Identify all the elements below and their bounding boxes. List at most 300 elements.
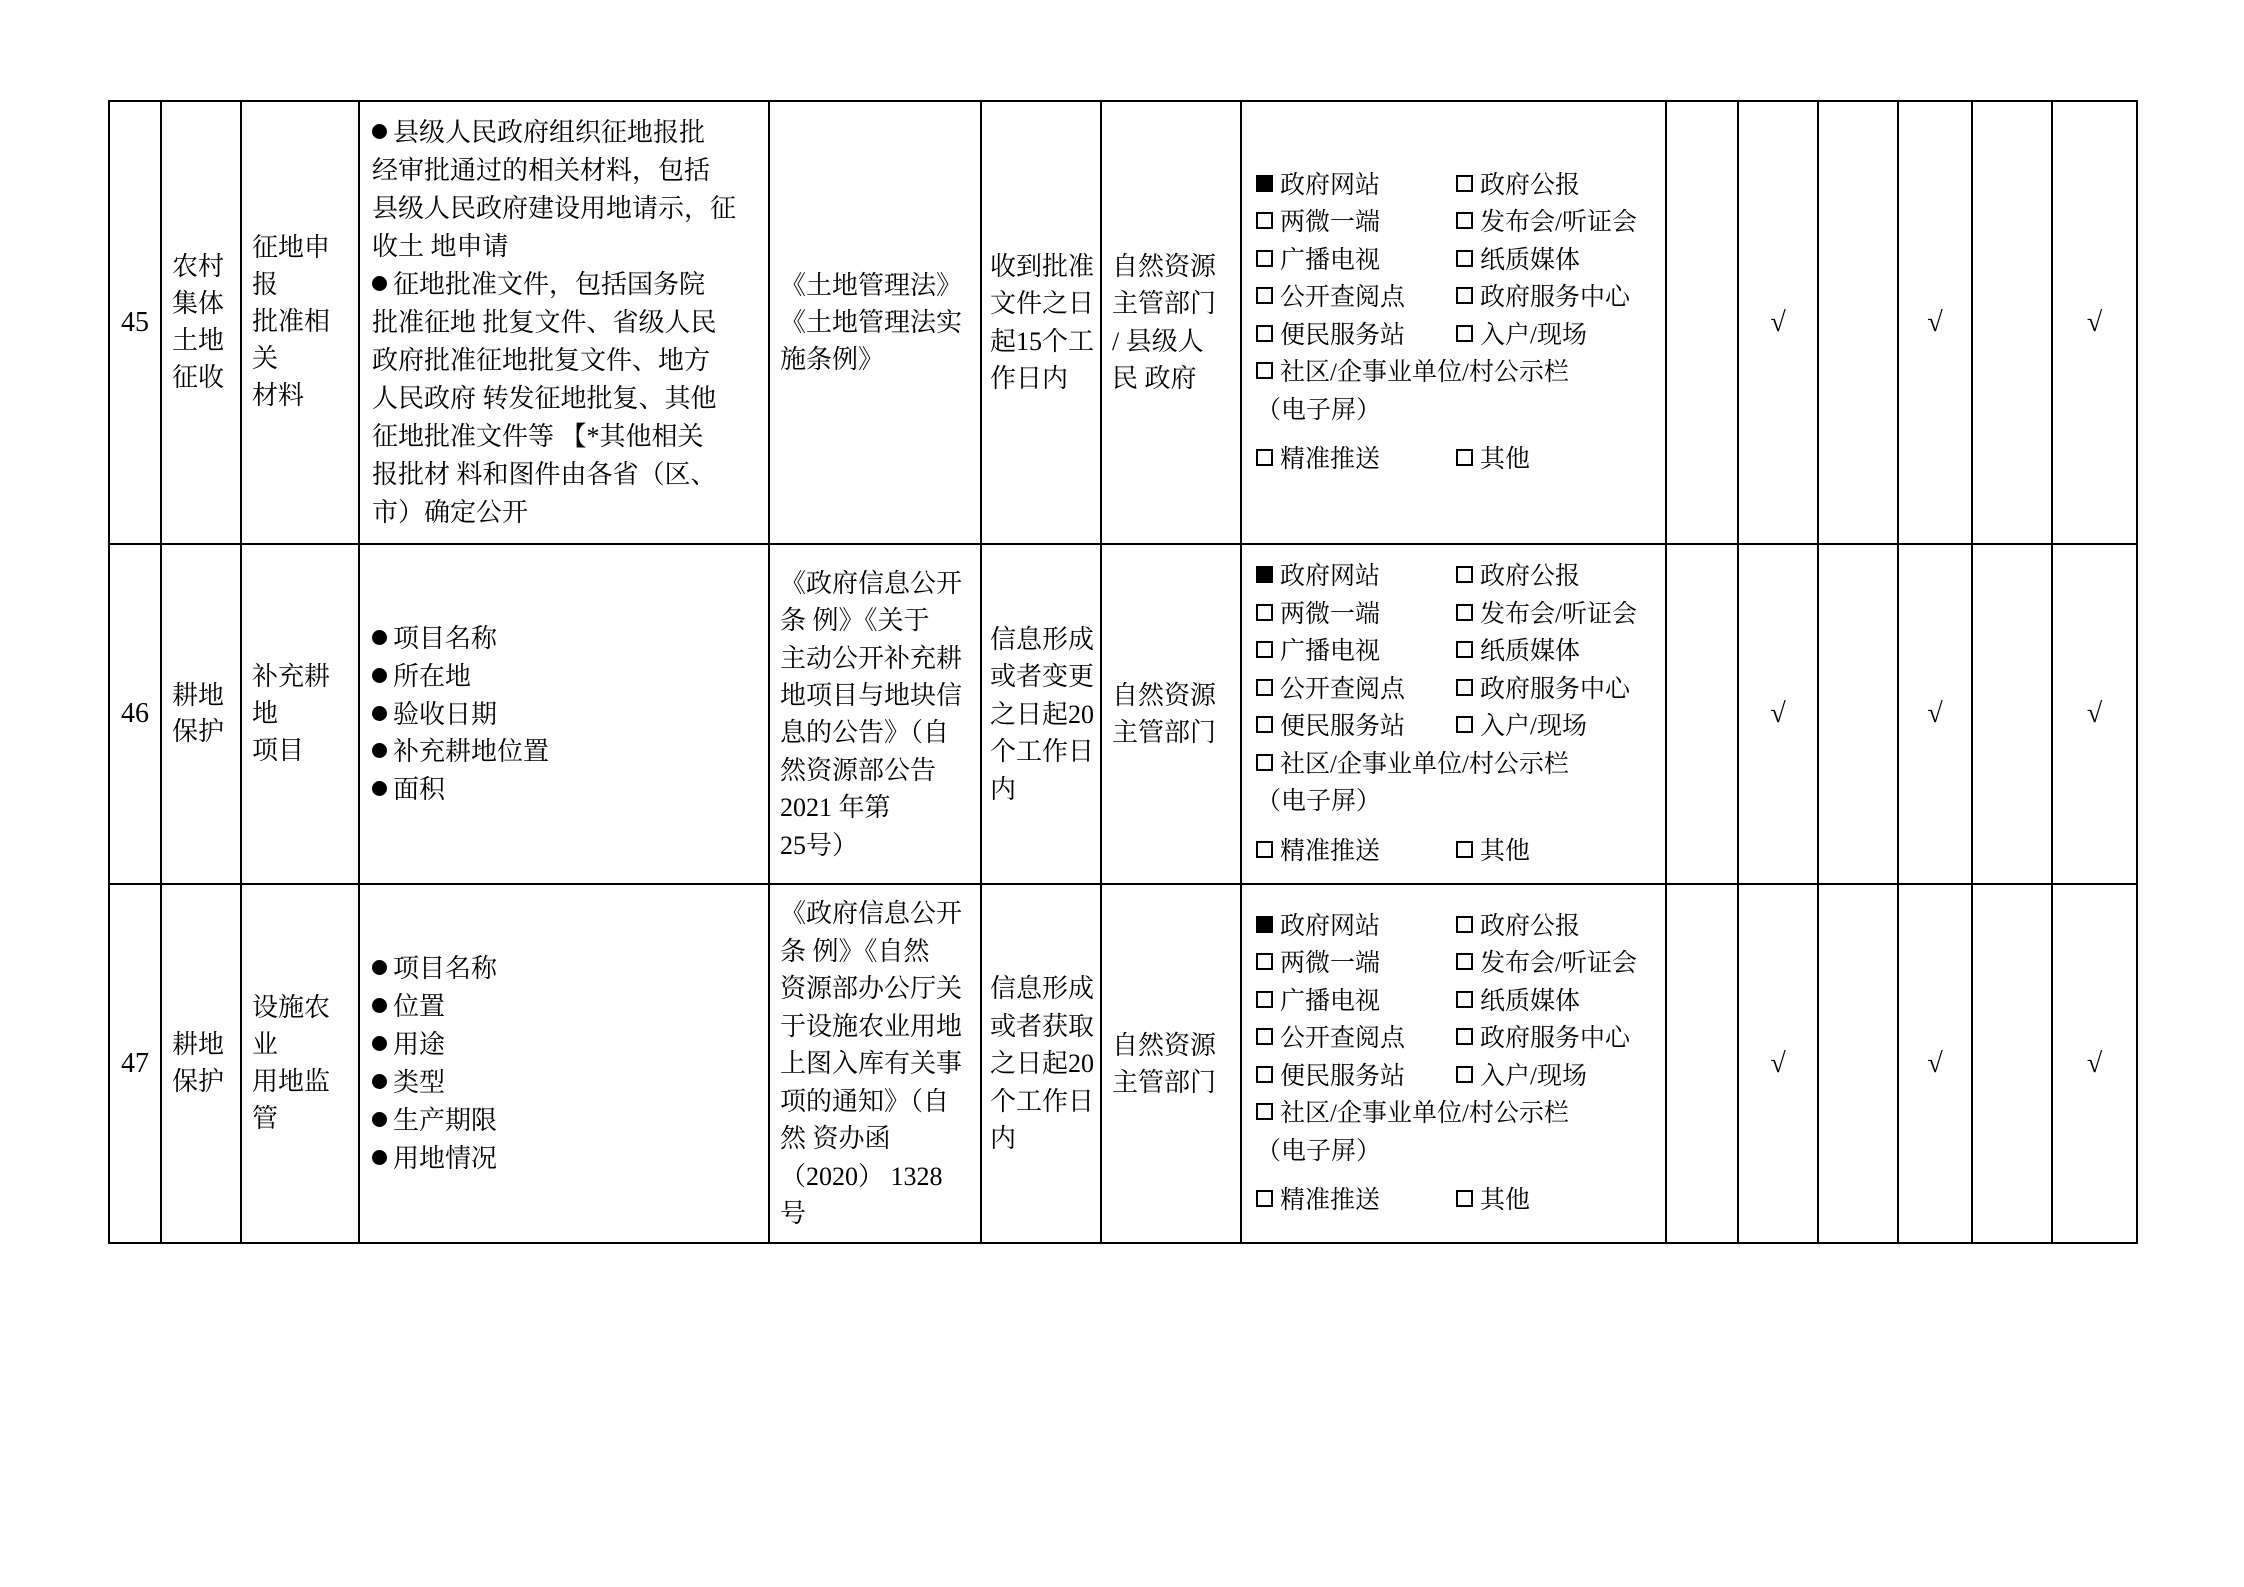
- mark-value: √: [2086, 306, 2103, 338]
- channel-grid-last: [1256, 834, 1655, 870]
- channel-option[interactable]: [1456, 318, 1655, 354]
- mark-cell-5[interactable]: [1972, 544, 2052, 884]
- mark-value: [1667, 1048, 1737, 1080]
- checkbox-icon[interactable]: [1256, 212, 1273, 229]
- mark-cell-6[interactable]: [2052, 884, 2137, 1243]
- content-line: 收土 地申请: [372, 231, 509, 261]
- category-cell: [161, 884, 241, 1243]
- checkbox-icon[interactable]: [1456, 679, 1473, 696]
- content-line: 面积: [372, 771, 758, 809]
- basis-line: 施条例》: [780, 345, 885, 375]
- channels: [1242, 154, 1665, 492]
- channel-sublabel: （电子屏）: [1256, 788, 1382, 816]
- basis-line: 《土地管理法实: [780, 308, 963, 338]
- channel-grid-last: [1256, 1183, 1655, 1219]
- checkbox-icon[interactable]: [1456, 566, 1473, 583]
- channel-option[interactable]: [1256, 634, 1456, 670]
- checkbox-icon[interactable]: [1456, 604, 1473, 621]
- bullet-icon: [372, 1036, 387, 1051]
- item-line: 批准相关: [252, 307, 331, 374]
- checkbox-icon[interactable]: [1256, 841, 1273, 858]
- item-cell: [241, 101, 359, 544]
- mark-cell-2[interactable]: [1738, 884, 1818, 1243]
- channel-label: 入户/现场: [1480, 321, 1587, 349]
- content-line: 用地情况: [372, 1140, 758, 1178]
- org-line: 自然资源: [1112, 681, 1217, 711]
- time-line: 收到批准: [990, 251, 1095, 281]
- item-line: 用地监管: [252, 1066, 331, 1133]
- channel-option[interactable]: [1456, 834, 1655, 870]
- channels: [1242, 895, 1665, 1233]
- basis-line: 项的通知》（自: [780, 1086, 950, 1116]
- checkbox-icon[interactable]: [1456, 250, 1473, 267]
- channel-option[interactable]: [1256, 984, 1456, 1020]
- mark-value: √: [2086, 1047, 2103, 1079]
- checkbox-icon[interactable]: [1456, 325, 1473, 342]
- time-line: 或者变更: [990, 662, 1095, 692]
- checkbox-icon[interactable]: [1256, 679, 1273, 696]
- channel-option[interactable]: [1456, 672, 1655, 708]
- channel-option[interactable]: [1456, 280, 1655, 316]
- channel-option[interactable]: [1456, 1021, 1655, 1057]
- mark-value: √: [2086, 698, 2103, 730]
- content-line: 批准征地 批复文件、省级人民: [372, 307, 717, 337]
- channel-label: 发布会/听证会: [1480, 600, 1637, 628]
- channel-option[interactable]: [1256, 205, 1456, 241]
- checkbox-icon[interactable]: [1456, 175, 1473, 192]
- bullet-icon: [372, 998, 387, 1013]
- basis-text: [770, 257, 980, 389]
- channel-option[interactable]: [1456, 559, 1655, 595]
- channel-option[interactable]: [1456, 709, 1655, 745]
- channel-label: 精准推送: [1280, 837, 1381, 865]
- org-line: / 县级人: [1112, 326, 1204, 356]
- row-number: 46: [121, 698, 149, 730]
- content-line: 市）确定公开: [372, 497, 529, 527]
- checkbox-icon[interactable]: [1456, 716, 1473, 733]
- bullet-icon: [372, 668, 387, 683]
- checkbox-icon[interactable]: [1456, 916, 1473, 933]
- channel-label: 纸质媒体: [1480, 246, 1581, 274]
- disclosure-table: [108, 100, 2138, 1244]
- mark-value: √: [1927, 698, 1943, 730]
- time-line: 起15个工: [990, 326, 1095, 356]
- channel-sublabel: （电子屏）: [1256, 396, 1382, 424]
- organization-cell: [1101, 544, 1241, 884]
- channel-label: 便民服务站: [1280, 713, 1406, 741]
- checkbox-icon[interactable]: [1256, 1028, 1273, 1045]
- basis-cell: [769, 101, 981, 544]
- content-line: 政府批准征地批复文件、地方: [372, 345, 711, 375]
- time-line: 个工作日: [990, 737, 1095, 767]
- channel-option[interactable]: [1256, 1183, 1456, 1219]
- mark-value: √: [1770, 1047, 1786, 1079]
- channel-option[interactable]: [1456, 243, 1655, 279]
- basis-text: [770, 885, 980, 1242]
- channel-label: 社区/企事业单位/村公示栏: [1280, 359, 1569, 387]
- basis-cell: [769, 884, 981, 1243]
- mark-cell-1[interactable]: [1666, 544, 1738, 884]
- channel-label: 精准推送: [1280, 446, 1381, 474]
- channel-grid-last: [1256, 442, 1655, 478]
- time-line: 内: [990, 774, 1017, 804]
- time-line: 作日内: [990, 364, 1069, 394]
- content-line: 类型: [372, 1064, 758, 1102]
- channel-label: 广播电视: [1280, 638, 1381, 666]
- organization-text: [1102, 1017, 1240, 1112]
- time-line: 之日起20: [990, 1049, 1095, 1079]
- checkbox-icon[interactable]: [1256, 362, 1273, 379]
- content-line: 生产期限: [372, 1102, 758, 1140]
- content-text: [360, 938, 768, 1190]
- channel-option[interactable]: [1256, 442, 1456, 478]
- mark-cell-4[interactable]: [1898, 101, 1972, 544]
- time-line: 文件之日: [990, 289, 1095, 319]
- basis-line: 资源部办公厅关: [780, 974, 963, 1004]
- channel-option[interactable]: [1256, 747, 1655, 783]
- channel-option[interactable]: [1456, 946, 1655, 982]
- row-number-cell: [109, 544, 161, 884]
- channel-label: 精准推送: [1280, 1187, 1381, 1215]
- channel-label: 社区/企事业单位/村公示栏: [1280, 750, 1569, 778]
- bullet-icon: [372, 1074, 387, 1089]
- item-line: 设施农业: [252, 993, 331, 1060]
- category-line: 征收: [172, 362, 225, 392]
- mark-cell-5[interactable]: [1972, 884, 2052, 1243]
- bullet-icon: [372, 781, 387, 796]
- bullet-icon: [372, 276, 387, 291]
- channel-option[interactable]: [1256, 280, 1456, 316]
- category-line: 耕地: [172, 680, 225, 710]
- channel-label: 便民服务站: [1280, 321, 1406, 349]
- checkbox-icon[interactable]: [1256, 716, 1273, 733]
- basis-line: （2020） 1328: [780, 1161, 943, 1191]
- mark-cell-3[interactable]: [1818, 101, 1898, 544]
- channel-option[interactable]: [1256, 168, 1456, 204]
- channels: [1242, 545, 1665, 883]
- time-line: 信息形成: [990, 624, 1095, 654]
- content-line: 位置: [372, 988, 758, 1026]
- content-cell: [359, 544, 769, 884]
- channel-label: 政府服务中心: [1480, 675, 1631, 703]
- channel-option[interactable]: [1456, 984, 1655, 1020]
- channel-grid: [1256, 559, 1655, 820]
- channel-label: 便民服务站: [1280, 1062, 1406, 1090]
- mark-value: [1667, 698, 1737, 730]
- channel-option[interactable]: [1456, 634, 1655, 670]
- mark-cell-5[interactable]: [1972, 101, 2052, 544]
- channel-label: 两微一端: [1280, 209, 1381, 237]
- category-text: [162, 1017, 240, 1111]
- mark-cell-3[interactable]: [1818, 544, 1898, 884]
- category-line: 土地: [172, 325, 225, 355]
- checkbox-icon[interactable]: [1256, 953, 1273, 970]
- basis-line: 地项目与地块信: [780, 681, 963, 711]
- content-cell: [359, 101, 769, 544]
- channel-option[interactable]: [1256, 834, 1456, 870]
- channel-label: 政府公报: [1480, 912, 1581, 940]
- channel-label: 政府网站: [1280, 171, 1381, 199]
- category-cell: [161, 101, 241, 544]
- channel-label: 其他: [1480, 446, 1531, 474]
- checkbox-icon[interactable]: [1456, 1028, 1473, 1045]
- category-line: 农村: [172, 251, 225, 281]
- checkbox-icon[interactable]: [1256, 1190, 1273, 1207]
- channel-option[interactable]: [1456, 1059, 1655, 1095]
- channel-option[interactable]: [1256, 1059, 1456, 1095]
- org-line: 主管部门: [1112, 718, 1217, 748]
- channel-label: 入户/现场: [1480, 713, 1587, 741]
- mark-cell-3[interactable]: [1818, 884, 1898, 1243]
- org-line: 民 政府: [1112, 364, 1197, 394]
- item-text: [242, 220, 358, 425]
- mark-value: √: [1770, 698, 1786, 730]
- checkbox-icon[interactable]: [1456, 212, 1473, 229]
- channel-label: 政府服务中心: [1480, 1025, 1631, 1053]
- basis-line: 条 例》《关于: [780, 606, 930, 636]
- time-line: 之日起20: [990, 699, 1095, 729]
- channel-label: 公开查阅点: [1280, 1025, 1406, 1053]
- basis-line: 上图入库有关事: [780, 1049, 963, 1079]
- time-cell: [981, 101, 1101, 544]
- table-row: [109, 884, 2137, 1243]
- content-text: [360, 102, 768, 543]
- item-line: 项目: [252, 735, 305, 765]
- time-text: [982, 611, 1100, 818]
- channel-label: 广播电视: [1280, 246, 1381, 274]
- item-cell: [241, 884, 359, 1243]
- mark-cell-1[interactable]: [1666, 101, 1738, 544]
- channel-option[interactable]: [1256, 318, 1456, 354]
- channel-label: 纸质媒体: [1480, 987, 1581, 1015]
- checkbox-icon[interactable]: [1456, 953, 1473, 970]
- time-line: 内: [990, 1124, 1017, 1154]
- mark-cell-4[interactable]: [1898, 544, 1972, 884]
- row-number-cell: [109, 101, 161, 544]
- checkbox-icon[interactable]: [1256, 1103, 1273, 1120]
- bullet-icon: [372, 124, 387, 139]
- organization-cell: [1101, 884, 1241, 1243]
- mark-value: √: [1927, 306, 1943, 338]
- channel-label: 入户/现场: [1480, 1062, 1587, 1090]
- content-line: 征地批准文件，包括国务院: [372, 266, 758, 304]
- row-number: 45: [121, 306, 149, 338]
- basis-line: 息的公告》（自: [780, 718, 950, 748]
- channel-label: 政府公报: [1480, 563, 1581, 591]
- checkbox-icon[interactable]: [1256, 754, 1273, 771]
- organization-cell: [1101, 101, 1241, 544]
- channel-option[interactable]: [1256, 597, 1456, 633]
- channel-label: 两微一端: [1280, 950, 1381, 978]
- content-line: 人民政府 转发征地批复、其他: [372, 383, 717, 413]
- checkbox-icon[interactable]: [1256, 1066, 1273, 1083]
- item-text: [242, 980, 358, 1148]
- checkbox-icon[interactable]: [1256, 287, 1273, 304]
- content-line: 验收日期: [372, 696, 758, 734]
- item-line: 材料: [252, 381, 305, 411]
- content-line: 项目名称: [372, 950, 758, 988]
- channel-option[interactable]: [1256, 1021, 1456, 1057]
- bullet-icon: [372, 1112, 387, 1127]
- checkbox-icon[interactable]: [1256, 991, 1273, 1008]
- checkbox-icon[interactable]: [1256, 325, 1273, 342]
- content-line: 用途: [372, 1026, 758, 1064]
- bullet-icon: [372, 630, 387, 645]
- content-cell: [359, 884, 769, 1243]
- item-cell: [241, 544, 359, 884]
- channel-label: 公开查阅点: [1280, 675, 1406, 703]
- channel-option[interactable]: [1456, 597, 1655, 633]
- checkbox-icon[interactable]: [1256, 250, 1273, 267]
- checkbox-icon[interactable]: [1456, 1190, 1473, 1207]
- mark-value: [1973, 698, 2051, 730]
- channel-option[interactable]: [1256, 672, 1456, 708]
- checkbox-icon[interactable]: [1256, 175, 1273, 192]
- channel-option[interactable]: [1256, 1096, 1655, 1132]
- content-line: 补充耕地位置: [372, 733, 758, 771]
- mark-value: [1973, 1048, 2051, 1080]
- org-line: 主管部门: [1112, 1067, 1217, 1097]
- channel-label: 公开查阅点: [1280, 284, 1406, 312]
- bullet-icon: [372, 960, 387, 975]
- channel-grid: [1256, 909, 1655, 1170]
- channels-cell: [1241, 101, 1666, 544]
- item-line: 征地申报: [252, 233, 331, 300]
- basis-line: 号: [780, 1198, 807, 1228]
- bullet-icon: [372, 743, 387, 758]
- basis-line: 《政府信息公开: [780, 568, 963, 598]
- mark-cell-1[interactable]: [1666, 884, 1738, 1243]
- channel-grid: [1256, 168, 1655, 429]
- category-line: 集体: [172, 288, 225, 318]
- channel-label: 纸质媒体: [1480, 638, 1581, 666]
- channel-option[interactable]: [1256, 559, 1456, 595]
- channel-option[interactable]: [1456, 1183, 1655, 1219]
- channel-label: 其他: [1480, 837, 1531, 865]
- basis-line: 主动公开补充耕: [780, 643, 963, 673]
- organization-text: [1102, 238, 1240, 408]
- basis-line: 《土地管理法》: [780, 270, 963, 300]
- checkbox-icon[interactable]: [1256, 449, 1273, 466]
- mark-cell-2[interactable]: [1738, 544, 1818, 884]
- checkbox-icon[interactable]: [1456, 641, 1473, 658]
- row-number-cell: [109, 884, 161, 1243]
- time-cell: [981, 884, 1101, 1243]
- channel-option[interactable]: [1256, 909, 1456, 945]
- channel-option[interactable]: [1256, 243, 1456, 279]
- content-line: 所在地: [372, 658, 758, 696]
- mark-value: √: [1927, 1047, 1943, 1079]
- channel-sublabel: （电子屏）: [1256, 1137, 1382, 1165]
- mark-value: [1667, 307, 1737, 339]
- channel-label: 社区/企事业单位/村公示栏: [1280, 1100, 1569, 1128]
- channels-cell: [1241, 544, 1666, 884]
- channel-option[interactable]: [1456, 205, 1655, 241]
- channel-option[interactable]: [1456, 168, 1655, 204]
- checkbox-icon[interactable]: [1456, 841, 1473, 858]
- category-text: [162, 668, 240, 762]
- channel-option[interactable]: [1256, 355, 1655, 391]
- mark-value: [1973, 307, 2051, 339]
- mark-value: [1819, 698, 1897, 730]
- channel-label: 其他: [1480, 1187, 1531, 1215]
- mark-cell-6[interactable]: [2052, 544, 2137, 884]
- channel-label: 发布会/听证会: [1480, 950, 1637, 978]
- checkbox-icon[interactable]: [1456, 287, 1473, 304]
- checkbox-icon[interactable]: [1256, 916, 1273, 933]
- channel-label: 政府网站: [1280, 912, 1381, 940]
- channel-option[interactable]: [1256, 946, 1456, 982]
- category-line: 保护: [172, 717, 225, 747]
- organization-text: [1102, 667, 1240, 762]
- channel-label: 政府公报: [1480, 171, 1581, 199]
- checkbox-icon[interactable]: [1256, 604, 1273, 621]
- checkbox-icon[interactable]: [1456, 449, 1473, 466]
- time-line: 信息形成: [990, 974, 1095, 1004]
- category-text: [162, 239, 240, 407]
- basis-cell: [769, 544, 981, 884]
- category-line: 耕地: [172, 1030, 225, 1060]
- checkbox-icon[interactable]: [1256, 566, 1273, 583]
- org-line: 自然资源: [1112, 1030, 1217, 1060]
- bullet-icon: [372, 706, 387, 721]
- mark-cell-4[interactable]: [1898, 884, 1972, 1243]
- org-line: 主管部门: [1112, 289, 1217, 319]
- content-line: 报批材 料和图件由各省（区、: [372, 459, 717, 489]
- time-text: [982, 960, 1100, 1167]
- basis-line: 于设施农业用地: [780, 1011, 963, 1041]
- mark-value: [1819, 307, 1897, 339]
- channel-label: 两微一端: [1280, 600, 1381, 628]
- item-line: 补充耕地: [252, 662, 331, 729]
- channel-label: 发布会/听证会: [1480, 209, 1637, 237]
- checkbox-icon[interactable]: [1456, 991, 1473, 1008]
- mark-cell-6[interactable]: [2052, 101, 2137, 544]
- org-line: 自然资源: [1112, 251, 1217, 281]
- channel-label: 广播电视: [1280, 987, 1381, 1015]
- channel-option[interactable]: [1456, 442, 1655, 478]
- channel-label: 政府服务中心: [1480, 284, 1631, 312]
- channel-label: 政府网站: [1280, 563, 1381, 591]
- row-number: 47: [121, 1047, 149, 1079]
- category-cell: [161, 544, 241, 884]
- table-row: [109, 544, 2137, 884]
- mark-cell-2[interactable]: [1738, 101, 1818, 544]
- item-text: [242, 649, 358, 780]
- table-row: [109, 101, 2137, 544]
- content-line: 项目名称: [372, 620, 758, 658]
- bullet-icon: [372, 1150, 387, 1165]
- channels-cell: [1241, 884, 1666, 1243]
- content-line: 县级人民政府建设用地请示，征: [372, 193, 737, 223]
- content-line: 经审批通过的相关材料，包括: [372, 155, 711, 185]
- basis-line: 条 例》《自然: [780, 936, 930, 966]
- content-line: 征地批准文件等 【*其他相关: [372, 421, 704, 451]
- content-line: 县级人民政府组织征地报批: [372, 114, 758, 152]
- basis-line: 25号）: [780, 830, 859, 860]
- basis-line: 2021 年第: [780, 793, 891, 823]
- time-cell: [981, 544, 1101, 884]
- time-line: 个工作日: [990, 1086, 1095, 1116]
- mark-value: [1819, 1048, 1897, 1080]
- channel-option[interactable]: [1456, 909, 1655, 945]
- checkbox-icon[interactable]: [1456, 1066, 1473, 1083]
- basis-line: 《政府信息公开: [780, 899, 963, 929]
- time-line: 或者获取: [990, 1011, 1095, 1041]
- content-text: [360, 608, 768, 822]
- checkbox-icon[interactable]: [1256, 641, 1273, 658]
- channel-option[interactable]: [1256, 709, 1456, 745]
